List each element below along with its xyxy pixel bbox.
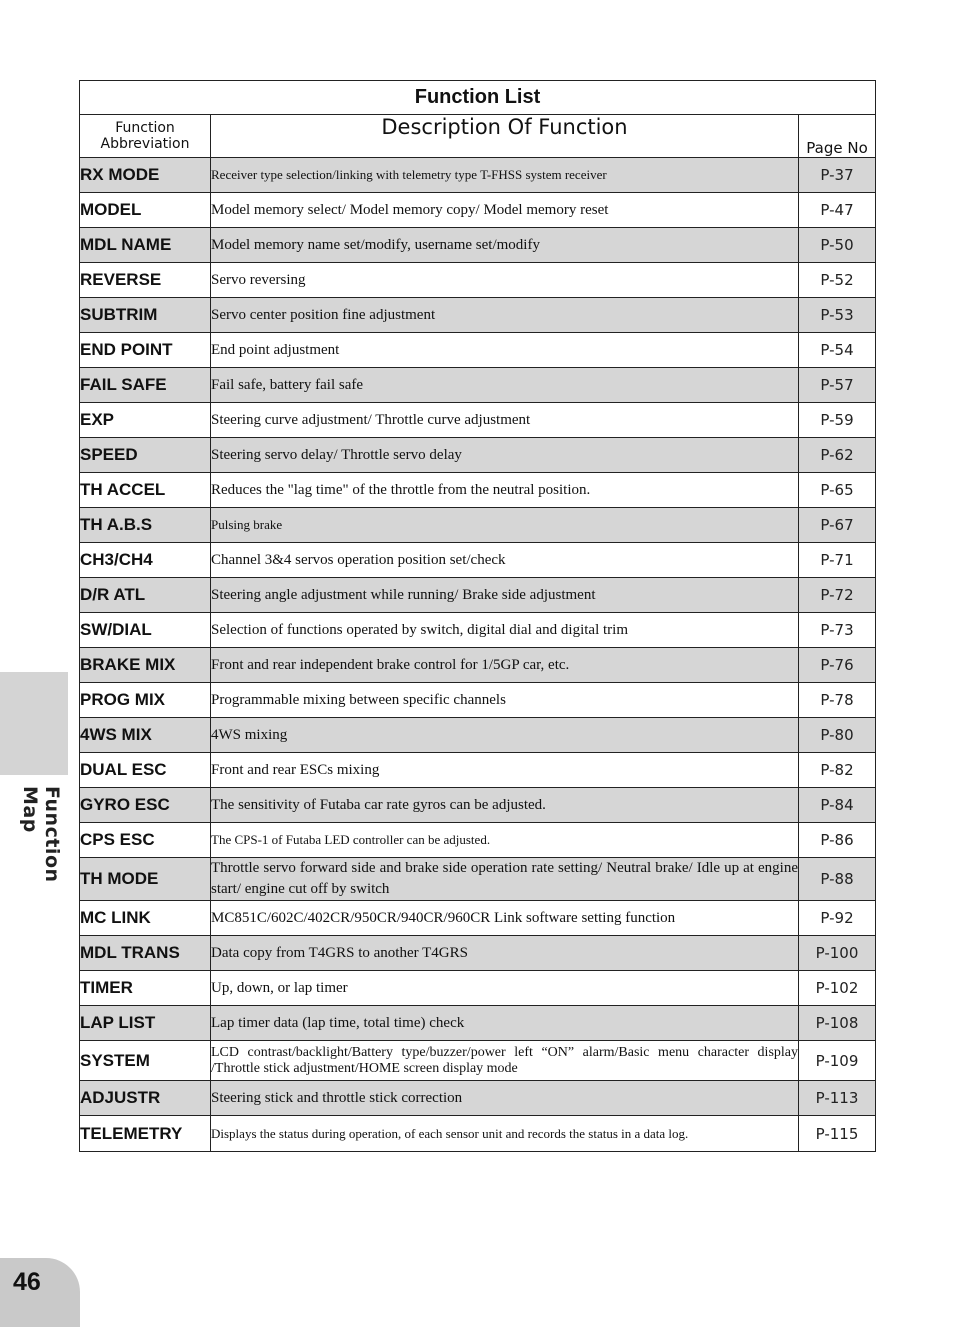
table-row [80,788,876,823]
page-reference: P-67 [799,508,876,543]
table-row [80,683,876,718]
table-row [80,1006,876,1041]
table-row [80,508,876,543]
table-row [80,298,876,333]
function-abbreviation: DUAL ESC [80,753,211,788]
function-abbreviation: CPS ESC [80,823,211,858]
function-description: Fail safe, battery fail safe [211,368,799,403]
function-abbreviation: TH MODE [80,858,211,901]
function-abbreviation: ADJUSTR [80,1081,211,1116]
function-abbreviation: CH3/CH4 [80,543,211,578]
page-reference: P-50 [799,228,876,263]
table-row [80,263,876,298]
function-abbreviation: TH ACCEL [80,473,211,508]
page-reference: P-84 [799,788,876,823]
page-reference: P-76 [799,648,876,683]
function-description: Model memory name set/modify, username set/modify [211,228,799,263]
page-reference: P-65 [799,473,876,508]
function-abbreviation: SUBTRIM [80,298,211,333]
function-abbreviation: MDL NAME [80,228,211,263]
function-rows [80,158,876,1152]
function-abbreviation: MC LINK [80,901,211,936]
function-abbreviation: MDL TRANS [80,936,211,971]
table-row [80,753,876,788]
table-row [80,1081,876,1116]
page-reference: P-109 [799,1041,876,1081]
table-row [80,333,876,368]
function-description: Model memory select/ Model memory copy/ Model memory reset [211,193,799,228]
function-abbreviation: EXP [80,403,211,438]
table-row [80,971,876,1006]
page-reference: P-82 [799,753,876,788]
table-row [80,648,876,683]
function-abbreviation: TH A.B.S [80,508,211,543]
function-abbreviation: 4WS MIX [80,718,211,753]
table-row [80,823,876,858]
function-abbreviation: SPEED [80,438,211,473]
table-row [80,543,876,578]
function-description: Reduces the "lag time" of the throttle from the neutral position. [211,473,799,508]
page-reference: P-80 [799,718,876,753]
function-description: Up, down, or lap timer [211,971,799,1006]
function-abbreviation: TIMER [80,971,211,1006]
function-abbreviation: PROG MIX [80,683,211,718]
page-reference: P-71 [799,543,876,578]
table-title: Function List [80,81,876,115]
table-row [80,901,876,936]
page-reference: P-59 [799,403,876,438]
table-row [80,936,876,971]
function-abbreviation: FAIL SAFE [80,368,211,403]
header-abbr-line2: Abbreviation [100,136,190,152]
table-row [80,193,876,228]
page-reference: P-53 [799,298,876,333]
page-reference: P-78 [799,683,876,718]
function-abbreviation: SYSTEM [80,1041,211,1081]
function-abbreviation: D/R ATL [80,578,211,613]
table-row [80,368,876,403]
page-reference: P-62 [799,438,876,473]
function-description: MC851C/602C/402CR/950CR/940CR/960CR Link software setting function [211,901,799,936]
function-description: Steering angle adjustment while running/ Brake side adjustment [211,578,799,613]
table-row [80,613,876,648]
function-abbreviation: END POINT [80,333,211,368]
function-description: Servo center position fine adjustment [211,298,799,333]
page-reference: P-102 [799,971,876,1006]
function-description: Throttle servo forward side and brake side operation rate setting/ Neutral brake/ Idle up at engine start/ engine cut off by switch [211,858,799,901]
function-description: Receiver type selection/linking with telemetry type T-FHSS system receiver [211,158,799,193]
table-row [80,718,876,753]
table-row [80,1116,876,1152]
function-description: Pulsing brake [211,508,799,543]
function-abbreviation: TELEMETRY [80,1116,211,1152]
function-abbreviation: REVERSE [80,263,211,298]
page-reference: P-73 [799,613,876,648]
page-reference: P-115 [799,1116,876,1152]
function-description: 4WS mixing [211,718,799,753]
page-reference: P-108 [799,1006,876,1041]
function-abbreviation: MODEL [80,193,211,228]
table-row [80,228,876,263]
function-description: The CPS-1 of Futaba LED controller can be adjusted. [211,823,799,858]
header-abbreviation [80,115,211,158]
page-reference: P-92 [799,901,876,936]
function-description: Displays the status during operation, of each sensor unit and records the status in a data log. [211,1116,799,1152]
function-abbreviation: RX MODE [80,158,211,193]
table-row [80,578,876,613]
page-reference: P-47 [799,193,876,228]
header-page-no: Page No [799,115,876,158]
table-row [80,858,876,901]
function-description: Lap timer data (lap time, total time) check [211,1006,799,1041]
function-description: Steering stick and throttle stick correction [211,1081,799,1116]
page-reference: P-52 [799,263,876,298]
function-description: The sensitivity of Futaba car rate gyros can be adjusted. [211,788,799,823]
side-section-tab [0,672,68,775]
function-description: Data copy from T4GRS to another T4GRS [211,936,799,971]
table-row [80,438,876,473]
function-abbreviation: BRAKE MIX [80,648,211,683]
page-reference: P-54 [799,333,876,368]
function-description: Steering servo delay/ Throttle servo delay [211,438,799,473]
page-reference: P-113 [799,1081,876,1116]
function-description: LCD contrast/backlight/Battery type/buzzer/power left “ON” alarm/Basic menu character display /Throttle stick adjustment/HOME screen display mode [211,1041,799,1081]
page-reference: P-57 [799,368,876,403]
function-abbreviation: LAP LIST [80,1006,211,1041]
page-reference: P-88 [799,858,876,901]
function-description: Selection of functions operated by switch, digital dial and digital trim [211,613,799,648]
function-abbreviation: SW/DIAL [80,613,211,648]
table-row [80,403,876,438]
table-row [80,1041,876,1081]
function-description: End point adjustment [211,333,799,368]
header-description: Description Of Function [211,115,799,158]
page-number: 46 [13,1268,41,1296]
page-reference: P-86 [799,823,876,858]
page-reference: P-100 [799,936,876,971]
table-row [80,158,876,193]
section-label: Function Map [19,786,63,883]
function-abbreviation: GYRO ESC [80,788,211,823]
header-abbr-line1: Function [115,120,175,136]
function-description: Steering curve adjustment/ Throttle curve adjustment [211,403,799,438]
function-description: Front and rear ESCs mixing [211,753,799,788]
page-reference: P-72 [799,578,876,613]
function-description: Servo reversing [211,263,799,298]
function-description: Programmable mixing between specific channels [211,683,799,718]
function-list-table [79,80,876,1152]
table-row [80,473,876,508]
function-description: Front and rear independent brake control for 1/5GP car, etc. [211,648,799,683]
page-reference: P-37 [799,158,876,193]
function-description: Channel 3&4 servos operation position set/check [211,543,799,578]
